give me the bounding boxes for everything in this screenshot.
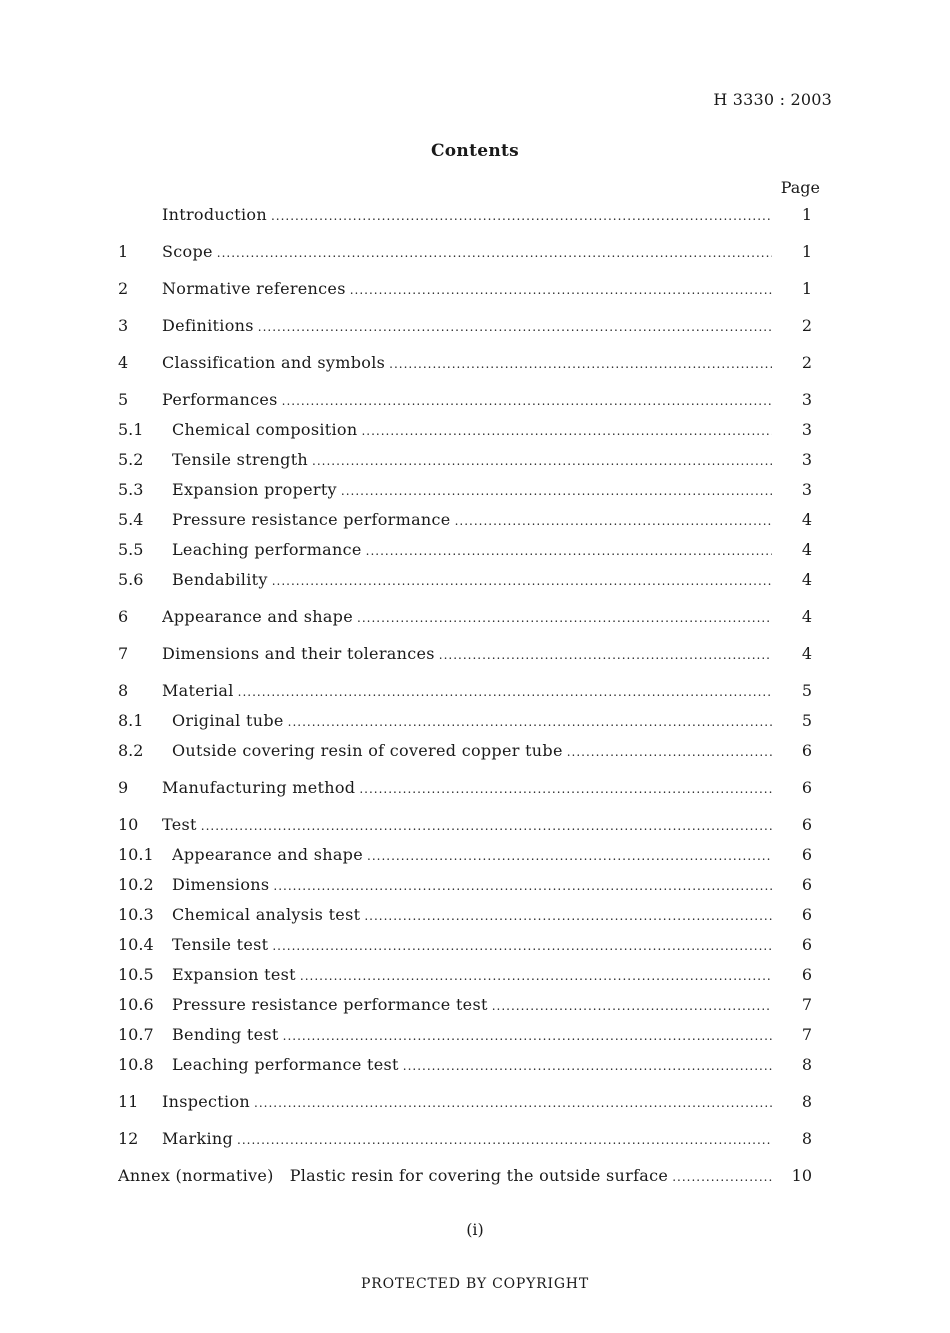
toc-entry-number: 6	[118, 607, 129, 626]
dot-leader	[439, 640, 772, 670]
toc-entry-page: 8	[801, 1129, 812, 1148]
toc-entry-title: Tensile test	[172, 935, 269, 954]
toc-entry-label-wrap	[172, 930, 772, 961]
toc-entry	[118, 1124, 818, 1154]
toc-entry	[118, 676, 818, 706]
toc-entry-label-wrap	[172, 535, 772, 566]
toc-entry-title: Normative references	[162, 279, 346, 298]
dot-leader	[389, 349, 772, 379]
toc-entry	[118, 445, 818, 475]
toc-entry-title: Performances	[162, 390, 278, 409]
toc-entry-title: Appearance and shape	[172, 845, 363, 864]
toc-entry-page: 6	[801, 965, 812, 984]
toc-entry-number: 10.8	[118, 1055, 154, 1074]
dot-leader	[367, 841, 772, 871]
toc-entry	[118, 565, 818, 595]
toc-entry-number: 5.1	[118, 420, 144, 439]
toc-entry-title: Dimensions and their tolerances	[162, 644, 435, 663]
toc-entry-label-wrap	[172, 565, 772, 596]
toc-entry-label-wrap	[162, 810, 772, 841]
toc-entry-label-wrap	[162, 773, 772, 804]
toc-entry-page: 6	[801, 845, 812, 864]
dot-leader	[282, 386, 772, 416]
toc-entry	[118, 930, 818, 960]
toc-entry-title: Scope	[162, 242, 213, 261]
dot-leader	[366, 536, 772, 566]
dot-leader	[403, 1051, 772, 1081]
toc-entry-page: 8	[801, 1092, 812, 1111]
toc-entry	[118, 237, 818, 267]
toc-entry-title: Marking	[162, 1129, 234, 1148]
dot-leader	[672, 1162, 772, 1192]
toc-entry-title: Manufacturing method	[162, 778, 356, 797]
toc-entry-number: 5.2	[118, 450, 144, 469]
toc-entry	[118, 870, 818, 900]
toc-entry	[118, 960, 818, 990]
toc-entry-page: 6	[801, 935, 812, 954]
toc-entry-label-wrap	[172, 475, 772, 506]
toc-entry-label-wrap	[172, 415, 772, 446]
annex-title: Plastic resin for covering the outside surface	[289, 1166, 669, 1185]
toc-entry-label-wrap	[172, 990, 772, 1021]
toc-entry-title: Appearance and shape	[162, 607, 353, 626]
toc-entry	[118, 535, 818, 565]
toc-entry-page: 3	[801, 480, 812, 499]
toc-entry-page: 1	[801, 242, 812, 261]
dot-leader	[364, 901, 772, 931]
toc-entry-number: 8.2	[118, 741, 144, 760]
toc-entry-number: 2	[118, 279, 129, 298]
toc-entry-page: 7	[801, 1025, 812, 1044]
toc-entry-number: 5.5	[118, 540, 144, 559]
toc-entry	[118, 1087, 818, 1117]
dot-leader	[271, 201, 772, 231]
toc-entry	[118, 810, 818, 840]
toc-entry	[118, 990, 818, 1020]
dot-leader	[341, 476, 772, 506]
toc-entry-title: Inspection	[162, 1092, 250, 1111]
page-title: Contents	[430, 141, 520, 161]
dot-leader	[361, 416, 772, 446]
toc-entry-page: 5	[801, 711, 812, 730]
toc-entry	[118, 639, 818, 669]
toc-entry	[118, 1020, 818, 1050]
toc-entry-number: 3	[118, 316, 129, 335]
document-code: H 3330 : 2003	[713, 90, 832, 109]
toc-entry-label-wrap	[172, 960, 772, 991]
toc-entry-label-wrap	[162, 602, 772, 633]
toc-entry-page: 1	[801, 279, 812, 298]
annex-page: 10	[791, 1166, 812, 1185]
toc-entry-title: Outside covering resin of covered copper tube	[172, 741, 563, 760]
dot-leader	[217, 238, 772, 268]
toc-entry-title: Classification and symbols	[162, 353, 386, 372]
dot-leader	[350, 275, 772, 305]
toc-entry-page: 7	[801, 995, 812, 1014]
toc-entry-label-wrap	[172, 736, 772, 767]
toc-entry	[118, 706, 818, 736]
toc-entry-title: Bending test	[172, 1025, 279, 1044]
toc-entry-page: 5	[801, 681, 812, 700]
toc-entry-number: 10.7	[118, 1025, 154, 1044]
page-column-heading: Page	[780, 178, 820, 197]
dot-leader	[288, 707, 772, 737]
toc-entry	[118, 415, 818, 445]
toc-entry-label-wrap	[162, 1124, 772, 1155]
dot-leader	[273, 871, 772, 901]
toc-entry-page: 1	[801, 205, 812, 224]
toc-entry-number: 10.5	[118, 965, 154, 984]
toc-entry-label-wrap	[162, 1087, 772, 1118]
toc-entry-number: 9	[118, 778, 129, 797]
toc-entry	[118, 773, 818, 803]
toc-entry-number: 11	[118, 1092, 139, 1111]
toc-entry-label-wrap	[162, 274, 772, 305]
toc-entry-label-wrap	[162, 237, 772, 268]
toc-entry	[118, 385, 818, 415]
toc-entry-page: 3	[801, 420, 812, 439]
dot-leader	[359, 774, 772, 804]
dot-leader	[312, 446, 772, 476]
toc-entry	[118, 900, 818, 930]
toc-entry-page: 2	[801, 353, 812, 372]
toc-entry-label-wrap	[172, 505, 772, 536]
dot-leader	[272, 931, 772, 961]
toc-entry-title: Leaching performance test	[172, 1055, 399, 1074]
toc-entry-page: 4	[801, 540, 812, 559]
toc-entry-page: 6	[801, 815, 812, 834]
dot-leader	[283, 1021, 772, 1051]
dot-leader	[455, 506, 772, 536]
toc-entry-title: Expansion property	[172, 480, 337, 499]
toc-entry	[118, 840, 818, 870]
toc-entry	[118, 274, 818, 304]
toc-entry-label-wrap	[162, 311, 772, 342]
dot-leader	[254, 1088, 772, 1118]
dot-leader	[492, 991, 772, 1021]
toc-entry-number: 5.4	[118, 510, 144, 529]
toc-entry-title: Original tube	[172, 711, 284, 730]
toc-entry-label-wrap	[162, 385, 772, 416]
toc-entry-page: 3	[801, 450, 812, 469]
toc-entry-number: 10.2	[118, 875, 154, 894]
toc-entry-title: Expansion test	[172, 965, 296, 984]
toc-entry-label-wrap	[162, 200, 772, 231]
toc-entry-label-wrap	[172, 840, 772, 871]
toc-entry-label-wrap	[172, 706, 772, 737]
toc-entry-number: 5.6	[118, 570, 144, 589]
toc-entry-page: 4	[801, 510, 812, 529]
toc-entry-title: Tensile strength	[172, 450, 309, 469]
footer-page-number: (i)	[466, 1220, 484, 1239]
dot-leader	[272, 566, 772, 596]
toc-entry-page: 2	[801, 316, 812, 335]
toc-entry-label-wrap	[172, 900, 772, 931]
toc-entry-number: 10.4	[118, 935, 154, 954]
toc-entry-title: Test	[162, 815, 197, 834]
dot-leader	[237, 1125, 772, 1155]
toc-entry-number: 5.3	[118, 480, 144, 499]
toc-entry-title: Bendability	[172, 570, 268, 589]
toc-entry-number: 10.1	[118, 845, 154, 864]
toc-entry-title: Chemical composition	[172, 420, 358, 439]
toc-entry-title: Leaching performance	[172, 540, 362, 559]
toc-entry-number: 12	[118, 1129, 139, 1148]
toc-entry-page: 4	[801, 607, 812, 626]
toc-entry-page: 8	[801, 1055, 812, 1074]
toc-entry	[118, 736, 818, 766]
toc-annex-label-wrap	[118, 1161, 772, 1192]
toc-entry-page: 3	[801, 390, 812, 409]
toc-entry-page: 6	[801, 905, 812, 924]
toc-entry-label-wrap	[162, 348, 772, 379]
toc-entry-number: 1	[118, 242, 129, 261]
toc-entry-number: 8.1	[118, 711, 144, 730]
dot-leader	[238, 677, 772, 707]
toc-entry-title: Introduction	[162, 205, 267, 224]
toc-entry-title: Chemical analysis test	[172, 905, 361, 924]
toc-entry-title: Pressure resistance performance test	[172, 995, 488, 1014]
toc-entry	[118, 475, 818, 505]
toc-entry-page: 6	[801, 741, 812, 760]
toc-entry-number: 5	[118, 390, 129, 409]
toc-entry-number: 10.6	[118, 995, 154, 1014]
toc-entry	[118, 348, 818, 378]
toc-entry-label-wrap	[162, 639, 772, 670]
toc-entry-page: 6	[801, 875, 812, 894]
dot-leader	[201, 811, 772, 841]
dot-leader	[357, 603, 772, 633]
toc-entry	[118, 602, 818, 632]
table-of-contents	[118, 200, 818, 1191]
toc-entry-page: 4	[801, 570, 812, 589]
toc-entry-number: 4	[118, 353, 129, 372]
toc-entry	[118, 311, 818, 341]
toc-entry-page: 4	[801, 644, 812, 663]
toc-entry-label-wrap	[172, 445, 772, 476]
toc-entry-label-wrap	[172, 1050, 772, 1081]
toc-entry-number: 8	[118, 681, 129, 700]
toc-entry	[118, 200, 818, 230]
toc-entry-title: Pressure resistance performance	[172, 510, 451, 529]
dot-leader	[300, 961, 772, 991]
toc-entry	[118, 1050, 818, 1080]
copyright-notice: PROTECTED BY COPYRIGHT	[361, 1276, 589, 1292]
toc-entry-label-wrap	[172, 870, 772, 901]
toc-entry-number: 10.3	[118, 905, 154, 924]
toc-entry-page: 6	[801, 778, 812, 797]
toc-entry-number: 7	[118, 644, 129, 663]
annex-prefix: Annex (normative)	[118, 1166, 274, 1185]
toc-entry-label-wrap	[172, 1020, 772, 1051]
toc-entry-title: Material	[162, 681, 234, 700]
toc-entry-label-wrap	[162, 676, 772, 707]
dot-leader	[258, 312, 772, 342]
toc-entry	[118, 505, 818, 535]
toc-entry-number: 10	[118, 815, 139, 834]
dot-leader	[567, 737, 772, 767]
toc-entry-title: Dimensions	[172, 875, 270, 894]
toc-entry-title: Definitions	[162, 316, 254, 335]
toc-annex-entry	[118, 1161, 818, 1191]
